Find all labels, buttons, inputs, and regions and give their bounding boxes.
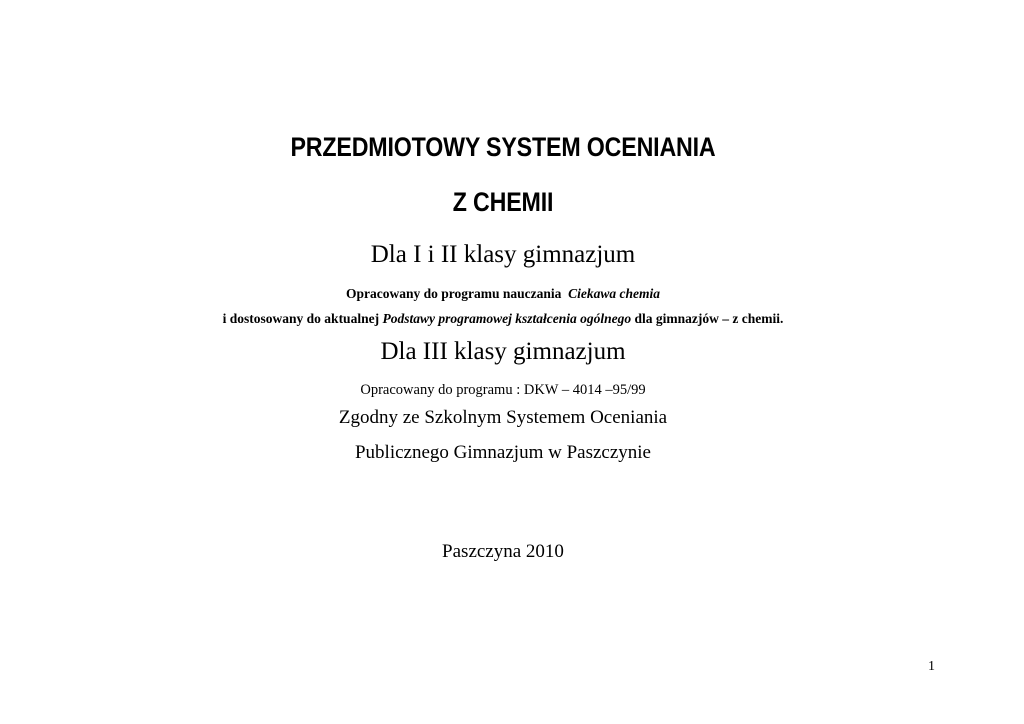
compliance-line-2: Publicznego Gimnazjum w Paszczynie — [354, 442, 651, 463]
program-line-2-suffix: dla gimnazjów – z chemii. — [634, 311, 784, 326]
program-line-1-prefix: Opracowany do programu nauczania — [345, 286, 562, 301]
program-line-2-prefix: i dostosowany do aktualnej — [222, 311, 380, 326]
subtitle-class-3: Dla III klasy gimnazjum — [380, 338, 626, 365]
document-title-line2: Z CHEMII — [452, 187, 554, 217]
place-and-year: Paszczyna 2010 — [442, 541, 564, 562]
program-name: Ciekawa chemia — [568, 286, 661, 301]
compliance-line-1: Zgodny ze Szkolnym Systemem Oceniania — [338, 407, 668, 428]
page-number: 1 — [928, 659, 935, 674]
program-line-1 — [0, 286, 1006, 302]
program-line-3: Opracowany do programu : DKW – 4014 –95/99 — [360, 382, 646, 398]
subtitle-classes-1-2: Dla I i II klasy gimnazjum — [370, 241, 636, 268]
core-curriculum-name: Podstawy programowej kształcenia ogólnego — [382, 311, 632, 326]
program-line-2 — [0, 311, 1006, 327]
document-title-line1: PRZEDMIOTOWY SYSTEM OCENIANIA — [290, 132, 716, 162]
